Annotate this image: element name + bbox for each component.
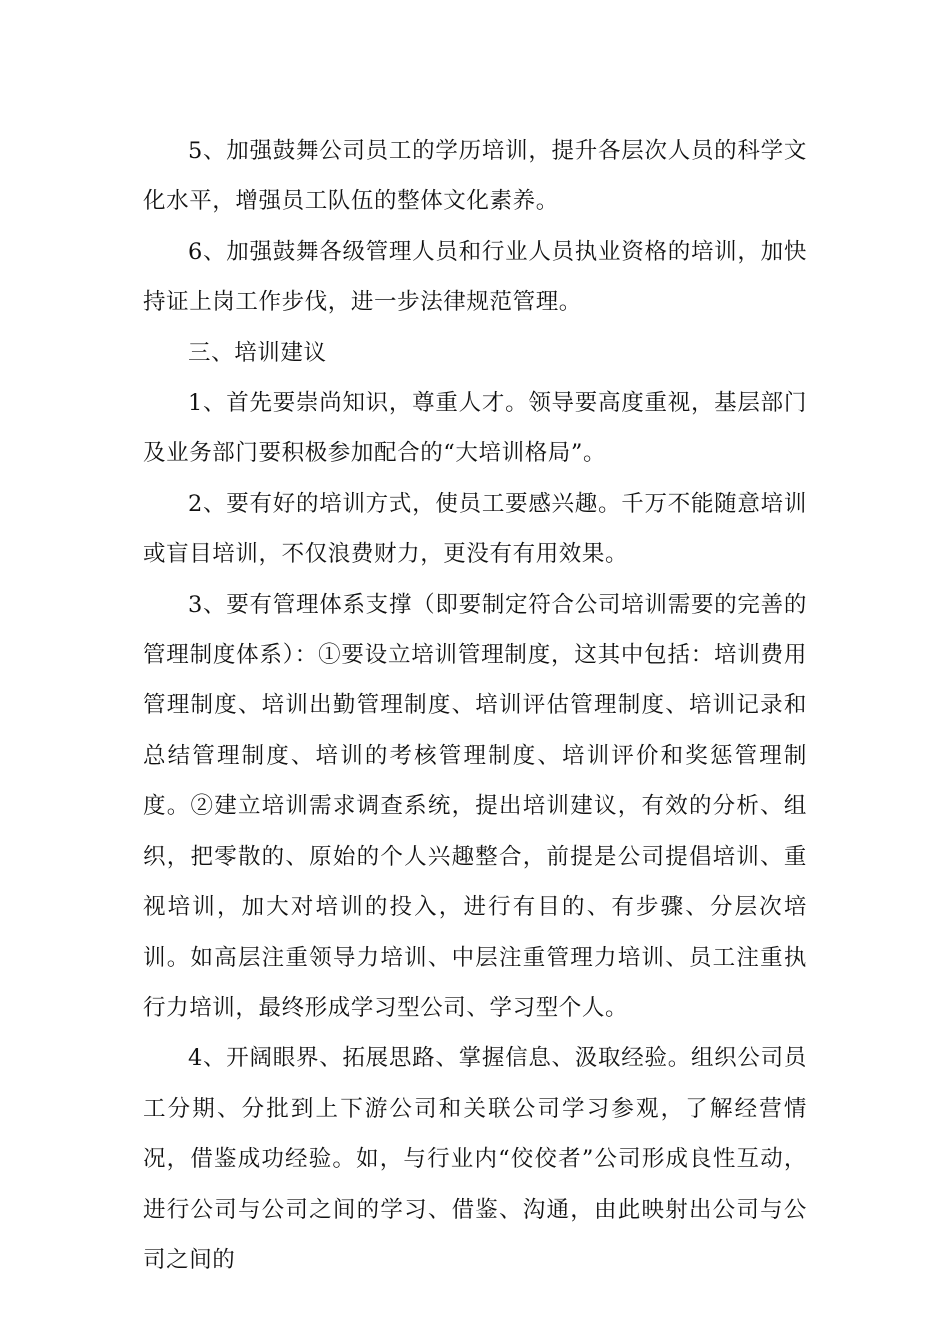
document-body — [143, 126, 807, 1285]
paragraph-item-6: 6、加强鼓舞各级管理人员和行业人员执业资格的培训，加快持证上岗工作步伐，进一步法律规范管理。 — [143, 238, 807, 316]
paragraph-suggestion-3: 3、要有管理体系支撑（即要制定符合公司培训需要的完善的管理制度体系）：①要设立培训管理制度，这其中包括：培训费用管理制度、培训出勤管理制度、培训评估管理制度、培训记录和总结管理制度、培训的考核管理制度、培训评价和奖惩管理制度。②建立培训需求调查系统，提出培训建议，有效的分析、组织，把零散的、原始的个人兴趣整合，前提是公司提倡培训、重视培训，加大对培训的投入，进行有目的、有步骤、分层次培训。如高层注重领导力培训、中层注重管理力培训、员工注重执行力培训，最终形成学习型公司、学习型个人。 — [143, 591, 807, 1021]
paragraph-item-5: 5、加强鼓舞公司员工的学历培训，提升各层次人员的科学文化水平，增强员工队伍的整体文化素养。 — [143, 138, 807, 215]
paragraph-suggestion-1: 1、首先要崇尚知识，尊重人才。领导要高度重视，基层部门及业务部门要积极参加配合的“大培训格局”。 — [143, 390, 807, 467]
section-heading: 三、培训建议 — [188, 339, 327, 366]
paragraph-suggestion-4: 4、开阔眼界、拓展思路、掌握信息、汲取经验。组织公司员工分期、分批到上下游公司和关联公司学习参观，了解经营情况，借鉴成功经验。如，与行业内“佼佼者”公司形成良性互动，进行公司与公司之间的学习、借鉴、沟通，由此映射出公司与公司之间的 — [143, 1045, 807, 1273]
paragraph-suggestion-2: 2、要有好的培训方式，使员工要感兴趣。千万不能随意培训或盲目培训，不仅浪费财力，更没有有用效果。 — [143, 490, 807, 568]
